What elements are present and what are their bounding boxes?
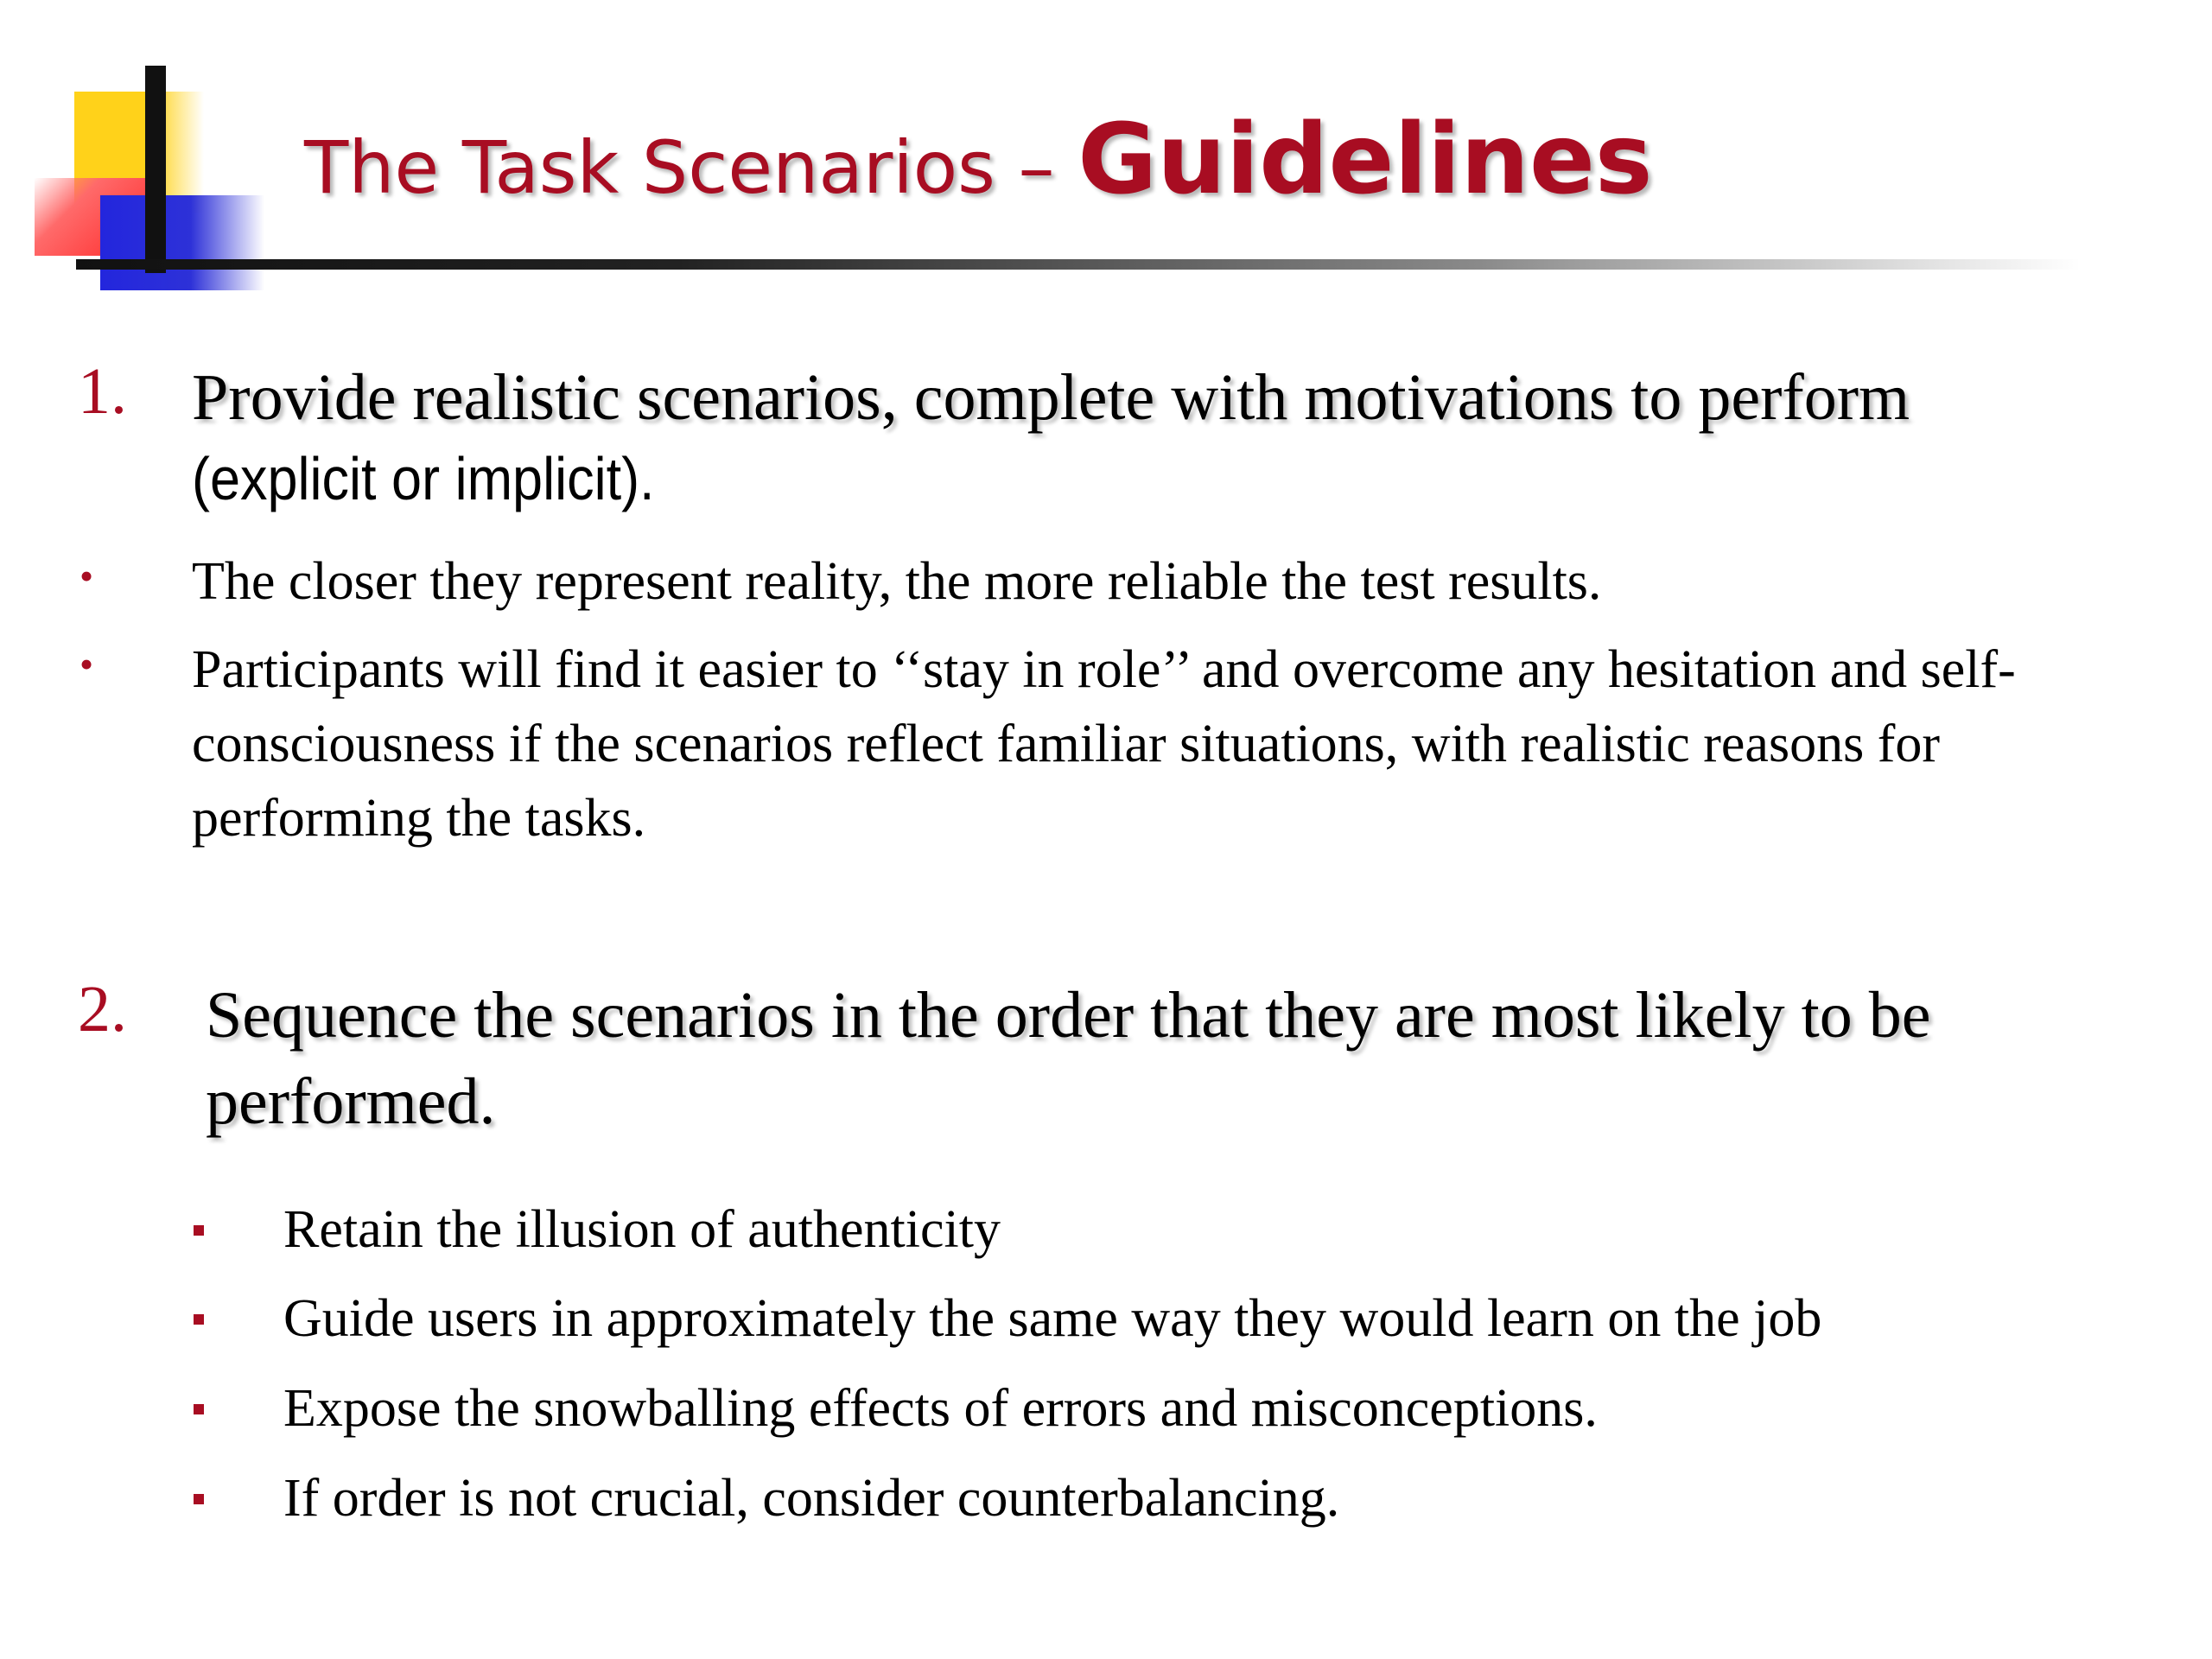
- slide-title-emphasis: Guidelines: [1077, 104, 1653, 216]
- item-2-bullet-1: Retain the illusion of authenticity: [283, 1200, 1001, 1259]
- item-1-bullet-1: The closer they represent reality, the more reliable the test results.: [192, 552, 1602, 611]
- logo-blue-square: [100, 195, 264, 290]
- bullet-dot: •: [79, 554, 94, 598]
- bullet-square: [194, 1314, 204, 1325]
- item-2-number: 2.: [78, 973, 127, 1046]
- item-1-heading: Provide realistic scenarios, complete with motivations to perform: [192, 361, 1910, 434]
- bullet-square: [194, 1225, 204, 1236]
- item-2-bullet-3: Expose the snowballing effects of errors and misconceptions.: [283, 1379, 1598, 1438]
- slide-title: [304, 104, 1653, 216]
- bullet-dot: •: [79, 642, 94, 686]
- item-2-bullet-2: Guide users in approximately the same way they would learn on the job: [283, 1289, 1822, 1348]
- item-1-note: (explicit or implicit).: [192, 445, 655, 512]
- bullet-square: [194, 1404, 204, 1414]
- item-2-bullet-4: If order is not crucial, consider counterbalancing.: [283, 1469, 1340, 1528]
- bullet-square: [194, 1494, 204, 1504]
- item-1-bullet-2: Participants will find it easier to ‘‘stay in role’’ and overcome any hesitation and self-consciousness if the scenarios reflect familiar situations, with realistic reasons for performing the tasks.: [192, 640, 2016, 848]
- logo-vertical-bar: [145, 66, 166, 273]
- item-1-number: 1.: [78, 355, 127, 428]
- title-logo-graphic: [0, 0, 285, 302]
- title-underline: [76, 259, 2081, 270]
- item-2-heading: Sequence the scenarios in the order that they are most likely to be performed.: [206, 979, 1931, 1138]
- slide-title-main: The Task Scenarios –: [304, 125, 1078, 210]
